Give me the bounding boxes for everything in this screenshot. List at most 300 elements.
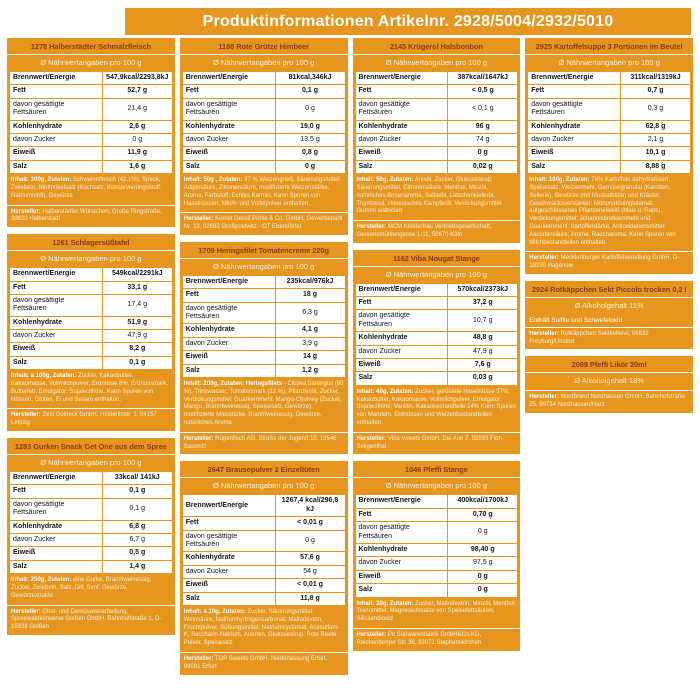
nutrient-label: Kohlenhydrate: [355, 120, 448, 133]
nutrient-value: 6,7 g: [102, 533, 172, 546]
nutrition-row: [182, 72, 345, 85]
nutrition-row: [528, 98, 691, 120]
nutrient-label: davon Zucker: [182, 565, 275, 578]
nutrient-label: Eiweiß: [10, 343, 103, 356]
nutrient-value: 0,5 g: [102, 547, 172, 560]
nutrition-row: [10, 498, 173, 520]
ingredients-prefix: Inhalt: 50g, Zutaten:: [356, 177, 414, 184]
nutrition-row: [10, 316, 173, 329]
nutrition-row: [355, 570, 518, 583]
nutrition-row: [355, 372, 518, 385]
nutrient-label: davon Zucker: [182, 133, 275, 146]
nutrient-value: 33kcal/ 141kJ: [102, 472, 172, 485]
nutrient-value: 547,9kcal/2293,8kJ: [102, 72, 172, 85]
nutrient-label: Kohlenhydrate: [10, 120, 103, 133]
nutrient-value: 1,4 g: [102, 560, 172, 573]
ingredients-body: Zucker, Säuerungsmittel: Weinsäure, Natriumhydrogencarbonat; Maltodextrin, Fruchtpulver, Süßungsmittel: Natriumcyclamat, Acesulfam-K, Saccharin-Natrium, Aromen, Glukosesirup, Rote Beete Pulver, Speisesalz: [183, 608, 340, 647]
nutrition-table: [9, 71, 173, 174]
nutrition-row: [182, 517, 345, 530]
nutrition-row: [182, 160, 345, 173]
nutrient-value: 0,02 g: [448, 160, 518, 173]
nutrient-label: Brennwert/Energie: [10, 268, 103, 281]
ingredients-text: [180, 174, 348, 211]
nutrient-label: Fett: [182, 85, 275, 98]
nutrient-label: Brennwert/Energie: [182, 72, 275, 85]
ingredients-body: Zucker, Maltodextrin, Minzöl, Menthol, Trennmittel: Magnesiumsalze von Speisefettsäuren; Siliciumdioxid: [356, 600, 517, 623]
card-title: 2145 Krügerol Halsbonbon: [353, 38, 521, 55]
nutrition-row: [528, 85, 691, 98]
ingredients-body: Schweinefleisch (42,1%), Speck, Zwiebeln, Nitritpökelsalz (Kochsalz, Konservierungsstoff: Natriumnitrit), Gewürze: [11, 177, 162, 199]
nutrient-value: 400kcal/1700kJ: [448, 495, 518, 508]
nutrient-value: 387kcal/1647kJ: [448, 72, 518, 85]
nutrition-table: [355, 71, 519, 174]
product-card: [7, 38, 175, 227]
ingredients-body: 76% Kartoffeln dehydratisiert, Speisesalz, Weizenmehl, Gemüsegranulat (Karotten, Sellerie), Gewürze (mit Muskatblüte) und Kräuter, Geschmacksverstärker: Mononatriumglutamat; aufgeschlossenes Pflanzeneiweiß (Mais u. Raps), Verdickungsmittel: Johannisbrotkernmehl und Guarkernmehl; Kartoffelstärke, Antioxidationsmittel: Ascorbinsäure; Aroma, Raucharoma. Kann Spuren von Milchbestandteilen enthalten.: [529, 177, 676, 246]
nutrient-value: 311kcal/1319kJ: [621, 72, 691, 85]
nutrition-row: [355, 85, 518, 98]
nutrient-label: davon Zucker: [355, 133, 448, 146]
ingredients-text: [353, 598, 521, 627]
nutrient-label: Salz: [182, 364, 275, 377]
nutrition-row: [528, 147, 691, 160]
nutrient-value: 52,7 g: [102, 85, 172, 98]
manufacturer-body: Nordbrand Nordhausen GmbH, Bahnhofstraße 25, 99734 Nordhausen/Harz: [529, 394, 686, 409]
manufacturer-body: Rotkäppchen Sektkellerei, 06632 Freyburg/Unstrut: [529, 330, 649, 345]
nutrition-row: [182, 120, 345, 133]
manufacturer-text: [7, 408, 175, 431]
product-card: [353, 250, 521, 455]
manufacturer-body: Rügenfisch AG, Straße der Jugend 10, 18546 Sassnitz: [183, 435, 337, 450]
nutrition-row: [10, 72, 173, 85]
ingredients-body: Zucker, Kakaobutter, Kakaomasse, Vollmilchpulver, Erdnüsse 8%, Erdnussmark, Butterfett, Emulgator: Sojalecithine. Kann Spuren von Nüssen, Gluten, Ei und Sesam enthalten.: [11, 373, 169, 403]
nutrition-row: [182, 275, 345, 288]
nutrition-row: [182, 98, 345, 120]
nutrition-row: [10, 281, 173, 294]
nutrient-value: 1,2 g: [275, 364, 345, 377]
nutrient-value: 0,1 g: [102, 498, 172, 520]
nutrient-label: Salz: [182, 160, 275, 173]
nutrient-value: 7,6 g: [448, 359, 518, 372]
nutrient-value: 13,5 g: [275, 133, 345, 146]
manufacturer-text: [353, 220, 521, 243]
cards-grid: [7, 38, 693, 675]
nutrient-label: Brennwert/Energie: [182, 495, 275, 517]
card-subtitle: Ø Nährwertangaben pro 100 g: [40, 254, 142, 264]
nutrient-label: davon Zucker: [528, 133, 621, 146]
card-title: 2089 Pfeffi Likör 20ml: [525, 356, 693, 373]
nutrient-label: Salz: [10, 356, 103, 369]
card-subtitle: Ø Nährwertangaben pro 100 g: [385, 481, 488, 491]
nutrient-label: Salz: [10, 560, 103, 573]
nutrition-row: [355, 522, 518, 544]
ingredients-body: eine Gurke, Branntweinessig, Zucker, Zwiebeln, Salz, Dill, Senf, Gewürze, Gewürzextrakte: [11, 577, 152, 599]
nutrient-label: Salz: [355, 584, 448, 597]
nutrient-value: < 0,1 g: [448, 98, 518, 120]
nutrient-value: 3,9 g: [275, 337, 345, 350]
product-card: [525, 281, 693, 350]
nutrient-label: Kohlenhydrate: [355, 543, 448, 556]
nutrient-label: davon gesättigte Fettsäuren: [10, 498, 103, 520]
nutrient-label: Kohlenhydrate: [10, 316, 103, 329]
manufacturer-body: Halberstädter Würstchen, Große Ringstraße, 38820 Halberstadt: [11, 208, 162, 223]
card-subtitle: Ø Nährwertangaben pro 100 g: [212, 261, 315, 271]
nutrition-row: [182, 351, 345, 364]
manufacturer-body: Mecklenburger Kartoffelveredlung GmbH, D-19230 Hagenow: [529, 255, 680, 270]
card-title: 1278 Halberstädter Schmalzfleisch: [7, 38, 175, 55]
nutrition-row: [10, 472, 173, 485]
nutrient-label: Kohlenhydrate: [182, 552, 275, 565]
nutrition-row: [10, 268, 173, 281]
nutrient-label: Salz: [182, 592, 275, 605]
manufacturer-prefix: Hersteller:: [11, 412, 41, 419]
nutrient-label: Eiweiß: [528, 147, 621, 160]
card-subtitle: Ø Alkoholgehalt 11%: [574, 300, 644, 310]
ingredients-body: Anisöl, Zucker, Glukosesirup, Säuerungsmittel, Citronensäure, Menthol, Minzöl, natürliches Birnenaroma, Salbeiöl, Latschenkieferöl, Thymianol, chinesisches Kampferöl, Verdickungsmittel Gummi arabicum: [356, 177, 502, 215]
nutrient-label: Eiweiß: [182, 147, 275, 160]
ingredients-text: [7, 574, 175, 603]
ingredients-prefix: Inhalt: 300g, Zutaten:: [11, 177, 72, 184]
manufacturer-text: [353, 628, 521, 651]
nutrient-value: 0 g: [275, 160, 345, 173]
nutrition-table: [355, 283, 519, 386]
nutrient-label: Eiweiß: [10, 547, 103, 560]
nutrition-row: [355, 345, 518, 358]
card-title: 1046 Pfeffi Stange: [353, 461, 521, 478]
card-subtitle: Ø Nährwertangaben pro 100 g: [385, 58, 488, 67]
card-title: 1709 Heringsfilet Tomatencreme 220g: [180, 242, 348, 259]
ingredients-body: - Clupea harengus (60 %), Trinkwasser, Tomatenmark (12 %), Pflanzenöl, Zucker, Verdickungsmittel: Guarkernmehl; Mango-Chutney (Zucker, Mango, Branntweinessig, Speisesalz, Gewürze), modifizierte Maisstärke, Branntweinessig, Gewürze, natürliches Aroma: [183, 381, 344, 427]
product-card: [353, 38, 521, 243]
nutrient-value: 570kcal/2373kJ: [448, 283, 518, 296]
card-title: 2924 Rotkäppchen Sekt Piccolo trocken 0,2 l: [525, 281, 693, 298]
ingredients-prefix: Inhalt: 100g, Zutaten:: [529, 177, 590, 184]
nutrient-value: 4,1 g: [275, 324, 345, 337]
nutrient-label: Eiweiß: [182, 351, 275, 364]
nutrient-value: 1,6 g: [102, 160, 172, 173]
nutrient-value: 81kcal,346kJ: [275, 72, 345, 85]
manufacturer-prefix: Hersteller:: [529, 255, 559, 262]
nutrition-row: [10, 294, 173, 316]
nutrient-value: 0 g: [448, 584, 518, 597]
grid-column-3: [353, 38, 521, 651]
nutrition-row: [355, 160, 518, 173]
nutrient-value: 10,1 g: [621, 147, 691, 160]
ingredients-text: [353, 174, 521, 219]
nutrition-row: [182, 565, 345, 578]
nutrient-value: 33,1 g: [102, 281, 172, 294]
card-title: 1162 Viba Nougat Stange: [353, 250, 521, 267]
nutrient-value: 0 g: [448, 522, 518, 544]
ingredients-text: [180, 606, 348, 651]
ingredients-text: [7, 174, 175, 203]
nutrient-label: Brennwert/Energie: [355, 495, 448, 508]
nutrient-value: 0 g: [275, 98, 345, 120]
nutrition-row: [355, 359, 518, 372]
nutrient-value: 11,8 g: [275, 592, 345, 605]
nutrient-label: Eiweiß: [355, 359, 448, 372]
nutrient-label: Salz: [355, 160, 448, 173]
manufacturer-text: [525, 251, 693, 274]
product-card: [7, 438, 175, 635]
nutrition-row: [10, 343, 173, 356]
nutrition-row: [182, 364, 345, 377]
nutrition-row: [182, 579, 345, 592]
nutrition-row: [10, 98, 173, 120]
nutrient-value: 0 g: [102, 133, 172, 146]
nutrient-label: Eiweiß: [355, 570, 448, 583]
product-card: [180, 461, 348, 674]
nutrition-row: [355, 98, 518, 120]
nutrient-value: 0,03 g: [448, 372, 518, 385]
nutrient-label: Fett: [182, 517, 275, 530]
nutrient-label: Fett: [355, 85, 448, 98]
nutrition-table: [182, 494, 346, 606]
nutrition-row: [10, 520, 173, 533]
nutrition-row: [182, 552, 345, 565]
nutrient-value: 47,9 g: [102, 330, 172, 343]
nutrient-label: davon Zucker: [182, 337, 275, 350]
nutrition-table: [9, 471, 173, 574]
nutrient-value: 8,88 g: [621, 160, 691, 173]
nutrient-value: 51,9 g: [102, 316, 172, 329]
ingredients-text: [180, 378, 348, 431]
nutrient-label: davon gesättigte Fettsäuren: [182, 530, 275, 552]
nutrition-row: [10, 356, 173, 369]
nutrient-label: davon Zucker: [10, 330, 103, 343]
nutrient-value: < 0,01 g: [275, 579, 345, 592]
product-card: [353, 461, 521, 650]
product-card: [525, 38, 693, 274]
nutrition-row: [182, 133, 345, 146]
manufacturer-prefix: Hersteller:: [11, 608, 41, 615]
nutrition-row: [182, 337, 345, 350]
ingredients-body: Zucker, geröstete Haselnüsse 37%, Kakaobutter, Kakaomasse, Vollmilchpulver, Emulgator: Sojalecithine; Vanillin. Kakaobestandteile 14% Kann Spuren von Mandeln, Erdnüssen und Weizenbestandteilen enthalten.: [356, 388, 516, 427]
nutrient-value: 0,8 g: [275, 147, 345, 160]
manufacturer-text: [180, 212, 348, 235]
nutrient-value: 6,8 g: [102, 520, 172, 533]
nutrient-label: Eiweiß: [182, 579, 275, 592]
grid-column-1: [7, 38, 175, 635]
nutrient-value: 0,1 g: [102, 485, 172, 498]
nutrient-label: Kohlenhydrate: [182, 120, 275, 133]
ingredients-prefix: Inhalt: 250g, Zutaten:: [11, 577, 72, 584]
nutrient-label: Fett: [355, 297, 448, 310]
nutrient-value: 0 g: [448, 570, 518, 583]
nutrition-row: [355, 120, 518, 133]
nutrient-value: 14 g: [275, 351, 345, 364]
nutrient-value: 11,9 g: [102, 147, 172, 160]
nutrient-value: 19,0 g: [275, 120, 345, 133]
nutrient-value: 549kcal/2291kJ: [102, 268, 172, 281]
nutrient-label: Kohlenhydrate: [355, 332, 448, 345]
nutrient-value: 21,4 g: [102, 98, 172, 120]
nutrition-table: [355, 494, 519, 597]
allergen-note: Enthält Sulfite und Schwefeloxid: [529, 316, 623, 324]
manufacturer-prefix: Hersteller:: [356, 224, 387, 231]
nutrient-label: Fett: [10, 281, 103, 294]
nutrient-value: 98,40 g: [448, 543, 518, 556]
nutrition-table: [182, 275, 346, 378]
nutrient-label: davon gesättigte Fettsäuren: [10, 294, 103, 316]
page-title: Produktinformationen Artikelnr. 2928/5004/2932/5010: [125, 8, 691, 35]
nutrition-row: [182, 147, 345, 160]
nutrition-row: [355, 508, 518, 521]
nutrient-label: Kohlenhydrate: [528, 120, 621, 133]
nutrition-row: [355, 310, 518, 332]
nutrient-label: Fett: [10, 485, 103, 498]
manufacturer-prefix: Hersteller:: [529, 394, 559, 401]
manufacturer-text: [7, 205, 175, 228]
manufacturer-body: Viba sweets GmbH, Die Aue 7, 98593 Floh-Seligenthal: [356, 435, 504, 450]
nutrient-label: davon Zucker: [355, 557, 448, 570]
nutrient-value: 10,7 g: [448, 310, 518, 332]
nutrition-row: [355, 297, 518, 310]
manufacturer-body: Pit Süßwarenfabrik GmbH&Co.KG, Reichenberger Str. 36, 83071 Stephanskirchen: [356, 631, 482, 646]
nutrient-value: < 0,5 g: [448, 85, 518, 98]
manufacturer-prefix: Hersteller:: [183, 655, 214, 662]
nutrient-value: 0 g: [448, 147, 518, 160]
nutrient-value: 0 g: [275, 530, 345, 552]
nutrient-value: 0,7 g: [621, 85, 691, 98]
nutrition-row: [355, 584, 518, 597]
manufacturer-text: [525, 327, 693, 350]
card-title: 1283 Gurken Snack Get One aus dem Spree: [7, 438, 175, 455]
nutrient-label: davon Zucker: [10, 133, 103, 146]
ingredients-prefix: Inhalt: 50g , Zutaten:: [183, 177, 243, 184]
nutrition-table: [527, 71, 691, 174]
manufacturer-body: TOP Sweets GmbH, Niederlassung Erfurt, 99091 Erfurt: [183, 655, 328, 670]
nutrient-label: davon gesättigte Fettsäuren: [355, 522, 448, 544]
nutrient-value: 235kcal/976kJ: [275, 275, 345, 288]
nutrient-value: 2,6 g: [102, 120, 172, 133]
nutrient-label: Brennwert/Energie: [528, 72, 621, 85]
nutrition-row: [528, 160, 691, 173]
nutrient-value: 6,3 g: [275, 302, 345, 324]
ingredients-body: 97 % Weizengrieß, Säuerungsmittel Adipinsäure, Zitronensäure, modifizierte Weizenstärke, Aroma, Farbstoff: Echtes Karmin. Kann Spuren von Haselnüssen, Milch- und Volleipulver enthalten.: [183, 177, 340, 207]
nutrient-value: 48,8 g: [448, 332, 518, 345]
card-subtitle: Ø Nährwertangaben pro 100 g: [40, 58, 142, 67]
card-subtitle: Ø Nährwertangaben pro 100 g: [212, 481, 315, 491]
nutrition-row: [182, 530, 345, 552]
nutrition-row: [528, 120, 691, 133]
nutrient-value: 74 g: [448, 133, 518, 146]
manufacturer-text: [525, 390, 693, 413]
nutrition-row: [182, 289, 345, 302]
nutrient-label: Salz: [10, 160, 103, 173]
nutrient-label: davon gesättigte Fettsäuren: [355, 310, 448, 332]
card-subtitle: Ø Nährwertangaben pro 100 g: [212, 58, 315, 67]
nutrient-value: 8,2 g: [102, 343, 172, 356]
manufacturer-prefix: Hersteller:: [529, 330, 559, 337]
nutrition-table: [182, 71, 346, 174]
nutrition-row: [10, 547, 173, 560]
nutrient-label: Eiweiß: [355, 147, 448, 160]
nutrient-label: davon Zucker: [355, 345, 448, 358]
nutrient-value: 0,3 g: [621, 98, 691, 120]
card-subtitle: Ø Nährwertangaben pro 100 g: [40, 458, 142, 468]
ingredients-prefix: Inhalt: 40g, Zutaten:: [356, 388, 414, 395]
manufacturer-body: MCM Klosterfrau Vertriebsgesellschaft, Gereonsmühlengasse 1-11, 50670 Köln: [356, 224, 492, 238]
manufacturer-prefix: Hersteller:: [11, 208, 41, 215]
nutrient-value: 47,9 g: [448, 345, 518, 358]
nutrient-value: 1267,4 kcal/296,8 kJ: [275, 495, 345, 517]
nutrient-value: 0,70 g: [448, 508, 518, 521]
nutrient-label: Fett: [528, 85, 621, 98]
product-card: [180, 38, 348, 235]
grid-column-4: [525, 38, 693, 413]
nutrient-label: Kohlenhydrate: [182, 324, 275, 337]
nutrition-row: [10, 147, 173, 160]
nutrient-label: Brennwert/Energie: [355, 283, 448, 296]
nutrient-label: davon gesättigte Fettsäuren: [182, 98, 275, 120]
nutrition-row: [182, 495, 345, 517]
card-title: 2647 Brausepulver 2 Einzeltüten: [180, 461, 348, 478]
nutrition-row: [355, 147, 518, 160]
nutrition-row: [182, 592, 345, 605]
nutrition-row: [355, 283, 518, 296]
nutrient-value: 62,8 g: [621, 120, 691, 133]
ingredients-prefix: Inhalt: 20g, Zutaten:: [356, 600, 414, 607]
nutrition-row: [355, 133, 518, 146]
ingredients-text: [353, 386, 521, 431]
nutrient-label: Brennwert/Energie: [355, 72, 448, 85]
nutrient-value: 0,1 g: [102, 356, 172, 369]
nutrition-row: [528, 72, 691, 85]
nutrient-label: Fett: [182, 289, 275, 302]
nutrient-label: Eiweiß: [10, 147, 103, 160]
product-card: [525, 356, 693, 413]
card-subtitle: Ø Nährwertangaben pro 100 g: [385, 269, 488, 279]
nutrition-row: [182, 324, 345, 337]
ingredients-text: [525, 174, 693, 250]
nutrition-row: [10, 120, 173, 133]
nutrient-label: Brennwert/Energie: [10, 472, 103, 485]
nutrient-value: 2,1 g: [621, 133, 691, 146]
nutrition-table: [9, 267, 173, 370]
manufacturer-text: [353, 432, 521, 455]
nutrient-value: 97,5 g: [448, 557, 518, 570]
nutrition-row: [10, 330, 173, 343]
nutrition-row: [355, 332, 518, 345]
nutrient-value: 37,2 g: [448, 297, 518, 310]
manufacturer-body: Obst- und Gemüseverarbeitung, Spreewaldkonserve Golßen GmbH, Bahnhofstraße 1, D-15938 Golßen: [11, 608, 162, 631]
nutrient-label: Fett: [10, 85, 103, 98]
nutrition-row: [528, 133, 691, 146]
product-card: [7, 234, 175, 431]
nutrient-label: Salz: [355, 372, 448, 385]
manufacturer-body: Zetti Goldeck GmbH, Hölderlinstr. 1, 04157 Leipzig: [11, 412, 157, 427]
card-title: 1188 Rote Grütze Himbeer: [180, 38, 348, 55]
ingredients-prefix: Inhalt: 200g, Zutaten: Heringsfilets: [183, 381, 283, 388]
nutrient-label: Brennwert/Energie: [182, 275, 275, 288]
nutrient-value: 54 g: [275, 565, 345, 578]
nutrient-label: Brennwert/Energie: [10, 72, 103, 85]
manufacturer-text: [7, 605, 175, 635]
nutrient-label: davon gesättigte Fettsäuren: [182, 302, 275, 324]
nutrient-label: davon gesättigte Fettsäuren: [528, 98, 621, 120]
nutrition-row: [10, 85, 173, 98]
nutrient-value: < 0,01 g: [275, 517, 345, 530]
nutrient-value: 18 g: [275, 289, 345, 302]
nutrient-label: davon gesättigte Fettsäuren: [10, 98, 103, 120]
ingredients-text: [7, 370, 175, 407]
manufacturer-prefix: Hersteller:: [183, 216, 214, 223]
product-card: [180, 242, 348, 455]
nutrition-row: [355, 72, 518, 85]
nutrient-label: Salz: [528, 160, 621, 173]
nutrition-row: [10, 133, 173, 146]
nutrient-label: davon gesättigte Fettsäuren: [355, 98, 448, 120]
